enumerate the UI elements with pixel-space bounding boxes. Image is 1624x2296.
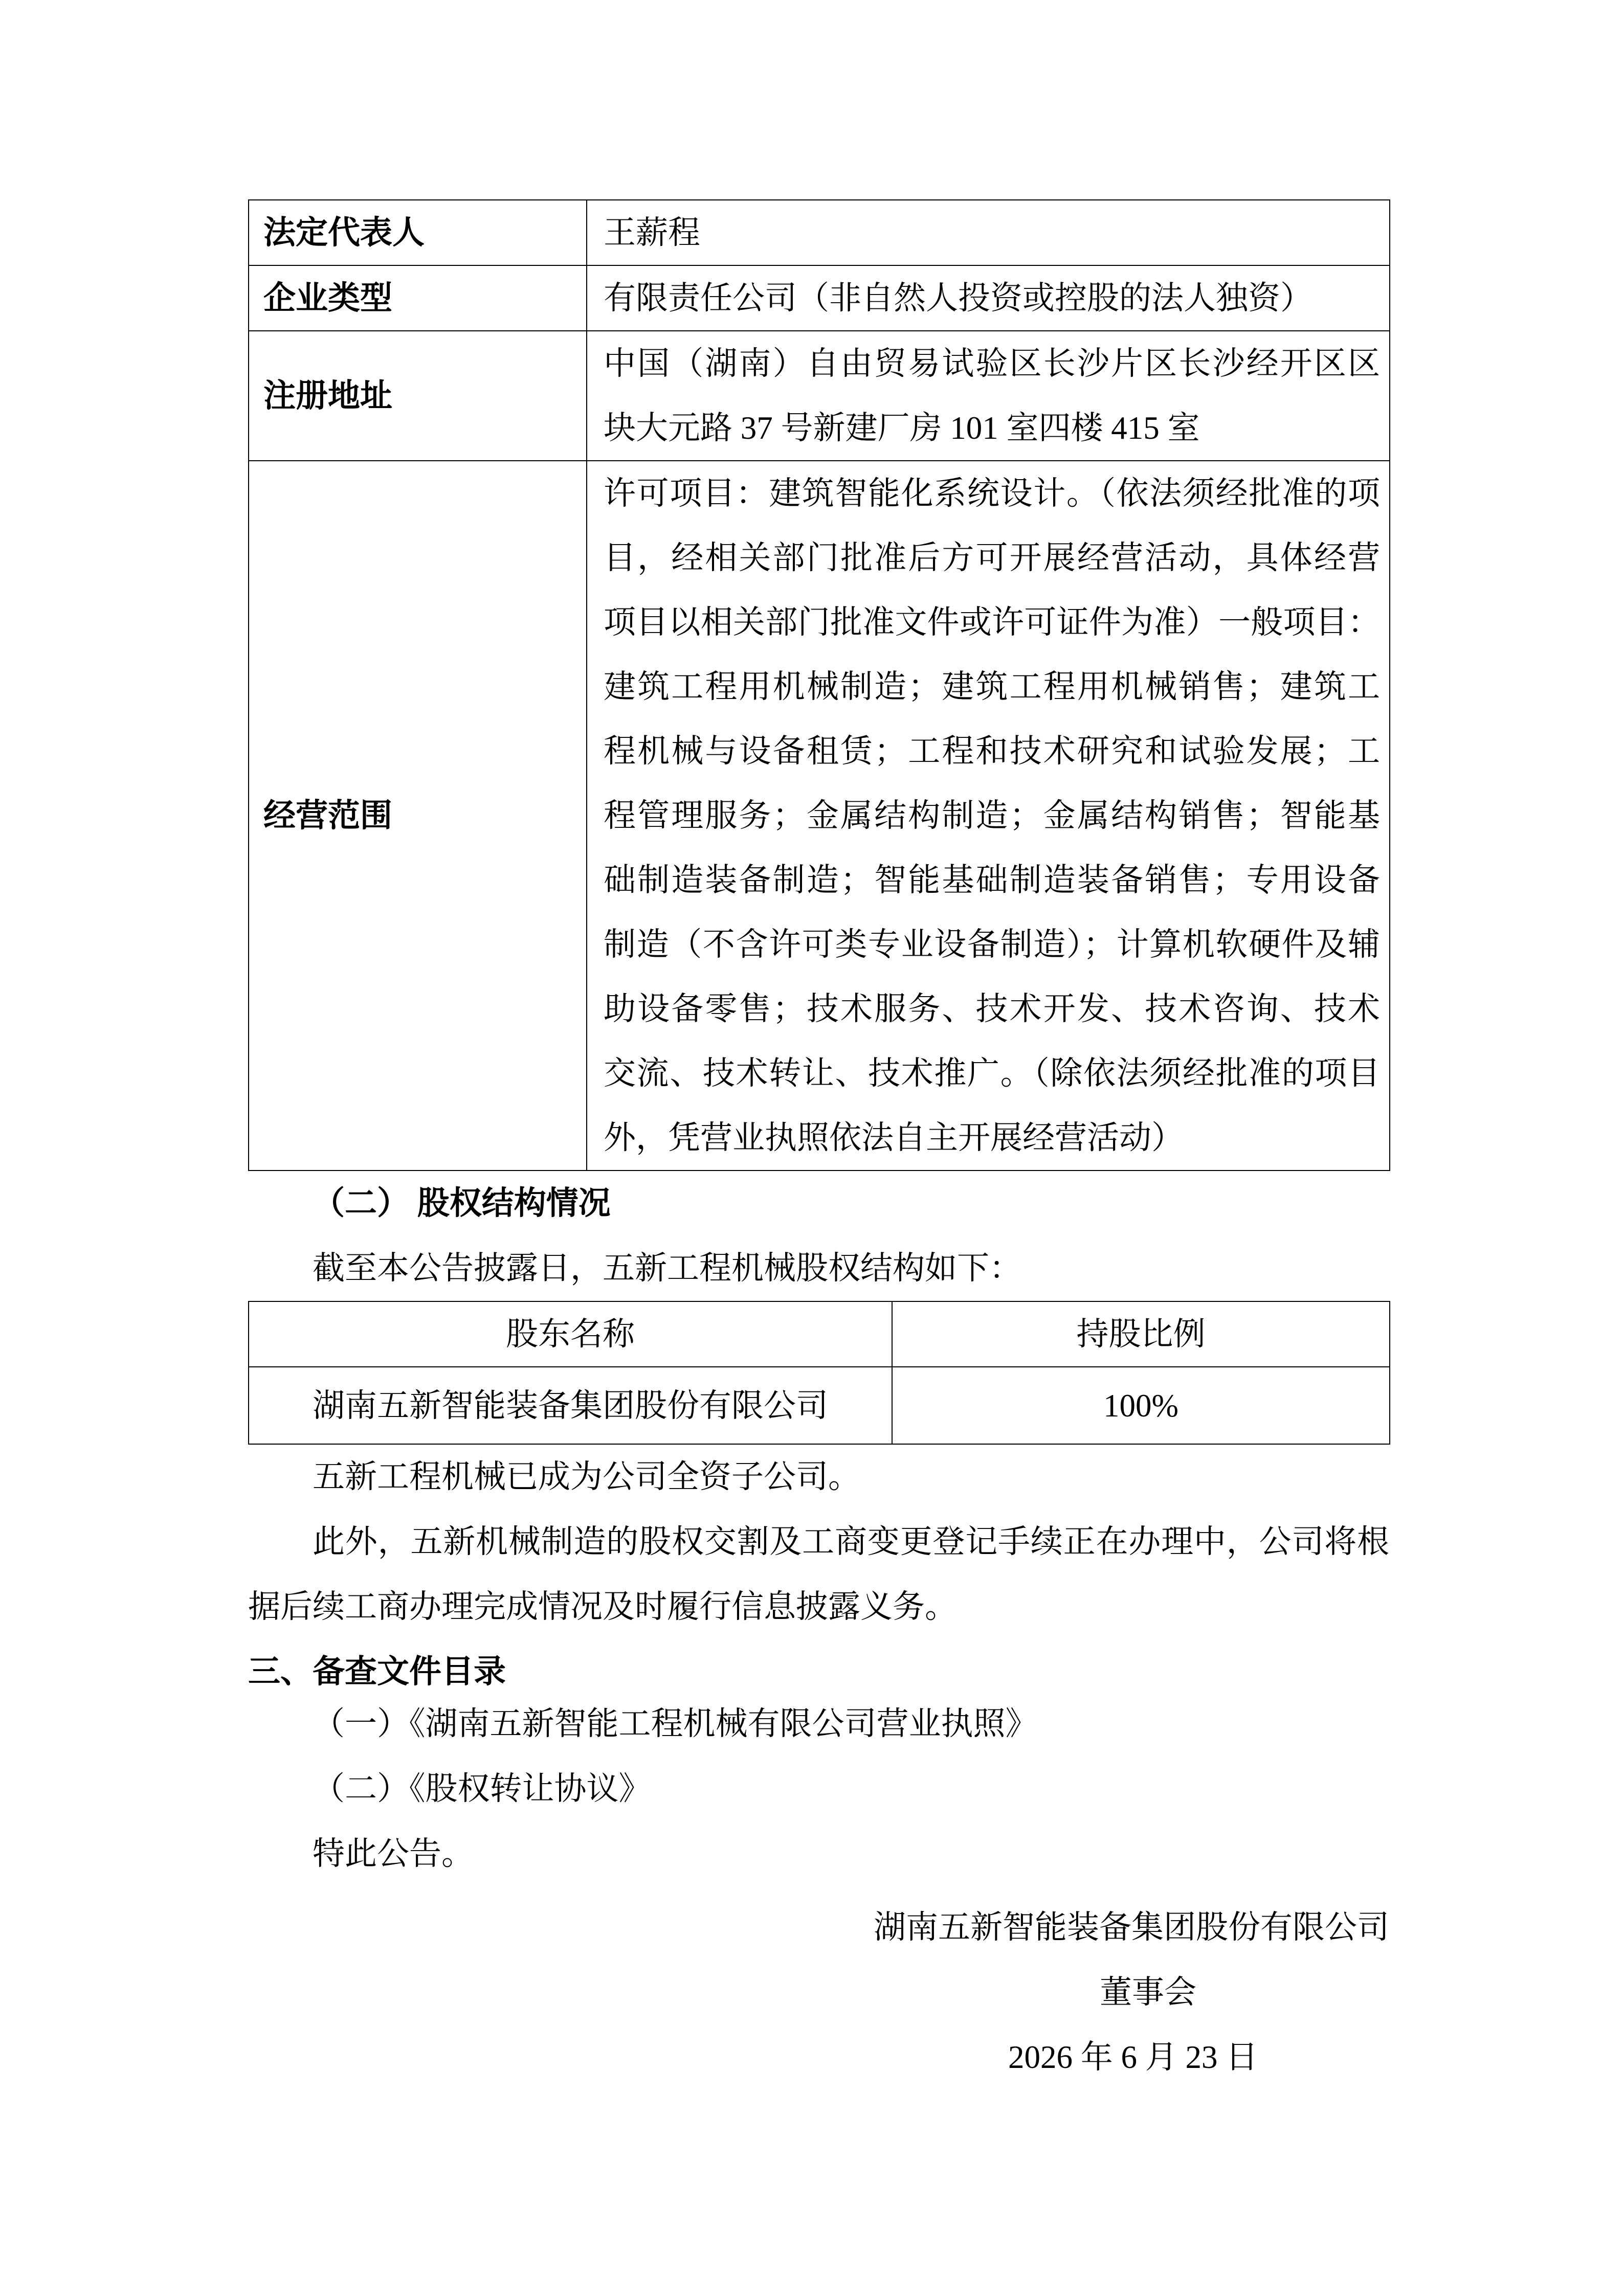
equity-structure-table	[248, 1301, 1390, 1445]
paragraph-subsidiary-status: 五新工程机械已成为公司全资子公司。	[313, 1459, 860, 1495]
closing-statement: 特此公告。	[313, 1836, 474, 1872]
info-value-line: 程管理服务；金属结构制造；金属结构销售；智能基	[604, 798, 1380, 834]
reference-document-item: （二）《股权转让协议》	[313, 1771, 651, 1807]
info-row-enterprise-type	[249, 265, 1390, 331]
reference-document-item: （一）《湖南五新智能工程机械有限公司营业执照》	[313, 1706, 1038, 1742]
page-content	[248, 199, 1389, 2090]
section-heading-equity: （二） 股权结构情况	[313, 1185, 611, 1221]
info-value-line: 王薪程	[604, 215, 700, 251]
info-value-line: 助设备零售；技术服务、技术开发、技术咨询、技术	[604, 991, 1380, 1027]
signature-company-name: 湖南五新智能装备集团股份有限公司	[874, 1909, 1389, 1945]
info-value-line: 目，经相关部门批准后方可开展经营活动，具体经营	[604, 540, 1380, 576]
info-value-line: 交流、技术转让、技术推广。（除依法须经批准的项目	[604, 1055, 1380, 1091]
paragraph-line: 据后续工商办理完成情况及时履行信息披露义务。	[248, 1589, 957, 1625]
info-label: 法定代表人	[249, 200, 587, 265]
info-label: 经营范围	[249, 461, 587, 1170]
info-value-line: 外，凭营业执照依法自主开展经营活动）	[604, 1120, 1184, 1156]
info-row-business-scope	[249, 461, 1390, 1170]
info-value	[587, 200, 1390, 265]
info-value	[587, 331, 1390, 461]
column-header-shareholding-ratio: 持股比例	[892, 1301, 1390, 1367]
info-value-line: 建筑工程用机械制造；建筑工程用机械销售；建筑工	[604, 669, 1380, 705]
paragraph-line: 此外，五新机械制造的股权交割及工商变更登记手续正在办理中，公司将根	[313, 1524, 1389, 1560]
column-header-shareholder-name: 股东名称	[249, 1301, 892, 1367]
signature-board: 董事会	[1100, 1974, 1196, 2010]
info-value-line: 制造（不含许可类专业设备制造）；计算机软硬件及辅	[604, 927, 1380, 962]
info-value	[587, 461, 1390, 1170]
info-label: 注册地址	[249, 331, 587, 461]
info-value-line: 有限责任公司（非自然人投资或控股的法人独资）	[604, 280, 1312, 316]
paragraph-registration-progress	[248, 1510, 1389, 1639]
info-value-line: 许可项目：建筑智能化系统设计。（依法须经批准的项	[604, 476, 1380, 511]
signature-date: 2026 年 6 月 23 日	[1008, 2039, 1258, 2075]
equity-intro-text: 截至本公告披露日，五新工程机械股权结构如下：	[313, 1250, 1021, 1286]
company-info-table	[248, 199, 1390, 1171]
info-value-line: 础制造装备制造；智能基础制造装备销售；专用设备	[604, 862, 1380, 898]
shareholding-ratio-cell: 100%	[892, 1367, 1390, 1444]
info-label: 企业类型	[249, 265, 587, 331]
shareholder-name-cell: 湖南五新智能装备集团股份有限公司	[249, 1367, 892, 1444]
info-value	[587, 265, 1390, 331]
table-row	[249, 1367, 1390, 1444]
info-value-line: 项目以相关部门批准文件或许可证件为准）一般项目：	[604, 604, 1380, 640]
info-value-line: 中国（湖南）自由贸易试验区长沙片区长沙经开区区	[604, 346, 1380, 381]
section-heading-reference-documents: 三、备查文件目录	[248, 1654, 506, 1690]
info-value-line: 块大元路 37 号新建厂房 101 室四楼 415 室	[604, 410, 1200, 446]
table-header-row	[249, 1301, 1390, 1367]
info-value-line: 程机械与设备租赁；工程和技术研究和试验发展；工	[604, 733, 1380, 769]
info-row-registered-address	[249, 331, 1390, 461]
info-row-legal-representative	[249, 200, 1390, 265]
